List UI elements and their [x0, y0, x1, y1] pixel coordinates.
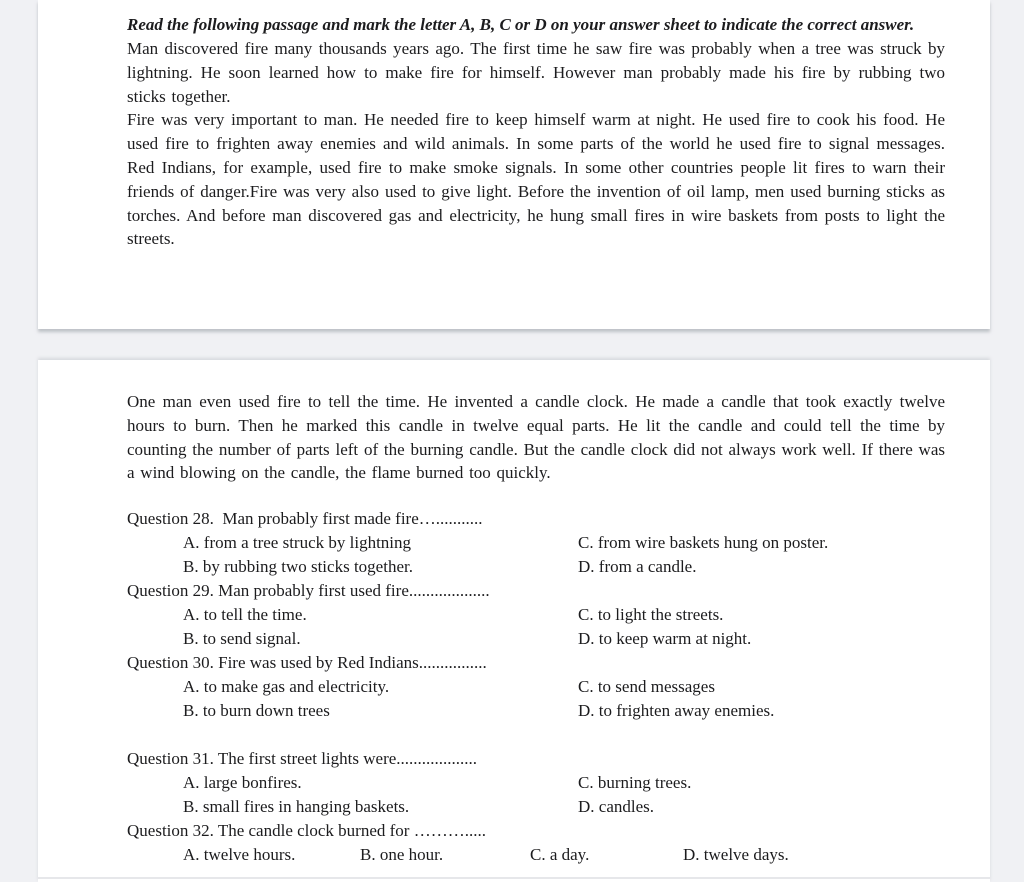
question-31-option-a: A. large bonfires.	[183, 773, 302, 793]
question-32-options-row	[127, 843, 945, 867]
question-29-options-row-2	[127, 627, 945, 651]
question-32-prompt: Question 32. The candle clock burned for ……….....	[127, 821, 486, 841]
document-page-2	[38, 360, 990, 882]
question-29-prompt: Question 29. Man probably first used fire...................	[127, 581, 490, 601]
question-28-option-d: D. from a candle.	[578, 557, 697, 577]
question-30-options-row-1	[127, 675, 945, 699]
document-page-1	[38, 0, 990, 329]
question-30-option-c: C. to send messages	[578, 677, 715, 697]
question-31	[127, 747, 945, 819]
question-31-option-b: B. small fires in hanging baskets.	[183, 797, 410, 817]
question-28-options-row-1	[127, 531, 945, 555]
question-29-option-c: C. to light the streets.	[578, 605, 724, 625]
question-32-option-a: A. twelve hours.	[183, 845, 296, 865]
question-29	[127, 579, 945, 651]
question-32-option-c: C. a day.	[530, 845, 590, 865]
question-31-options-row-2	[127, 795, 945, 819]
question-28-options-row-2	[127, 555, 945, 579]
question-32	[127, 819, 945, 867]
question-30-option-d: D. to frighten away enemies.	[578, 701, 775, 721]
question-29-options-row-1	[127, 603, 945, 627]
question-32-option-b: B. one hour.	[360, 845, 444, 865]
question-28-prompt: Question 28. Man probably first made fire…...........	[127, 509, 483, 529]
question-30-prompt: Question 30. Fire was used by Red Indians................	[127, 653, 487, 673]
question-30-option-b: B. to burn down trees	[183, 701, 330, 721]
question-31-options-row-1	[127, 771, 945, 795]
page-bottom-divider	[38, 877, 990, 879]
question-31-option-d: D. candles.	[578, 797, 655, 817]
question-28	[127, 507, 945, 579]
question-31-prompt: Question 31. The first street lights were...................	[127, 749, 478, 769]
passage-paragraph-3: One man even used fire to tell the time. He invented a candle clock. He made a candle that took exactly twelve hours to burn. Then he marked this candle in twelve equal parts. He lit the candle and could tell the time by counting the number of parts left of the burning candle. But the candle clock did not always work well. If there was a wind blowing on the candle, the flame burned too quickly.	[127, 392, 945, 483]
passage-paragraph-1: Man discovered fire many thousands years ago. The first time he saw fire was probably when a tree was struck by lightning. He soon learned how to make fire for himself. However man probably made his fire by rubbing two sticks together.	[127, 39, 945, 106]
passage-paragraph-2: Fire was very important to man. He needed fire to keep himself warm at night. He used fire to cook his food. He used fire to frighten away enemies and wild animals. In some parts of the world he used fire to signal messages. Red Indians, for example, used fire to make smoke signals. In some other countries people lit fires to warn their friends of danger.Fire was very also used to give light. Before the invention of oil lamp, men used burning sticks as torches. And before man discovered gas and electricity, he hung small fires in wire baskets from posts to light the streets.	[127, 110, 945, 249]
question-28-option-b: B. by rubbing two sticks together.	[183, 557, 413, 577]
question-32-option-d: D. twelve days.	[683, 845, 789, 865]
question-30	[127, 651, 945, 723]
question-30-option-a: A. to make gas and electricity.	[183, 677, 390, 697]
question-29-option-a: A. to tell the time.	[183, 605, 307, 625]
question-28-option-c: C. from wire baskets hung on poster.	[578, 533, 829, 553]
question-29-option-b: B. to send signal.	[183, 629, 301, 649]
question-29-option-d: D. to keep warm at night.	[578, 629, 752, 649]
question-30-options-row-2	[127, 699, 945, 723]
questions-section	[127, 507, 945, 867]
question-31-option-c: C. burning trees.	[578, 773, 692, 793]
exercise-instruction: Read the following passage and mark the letter A, B, C or D on your answer sheet to indicate the correct answer.	[127, 15, 915, 34]
question-28-option-a: A. from a tree struck by lightning	[183, 533, 412, 553]
